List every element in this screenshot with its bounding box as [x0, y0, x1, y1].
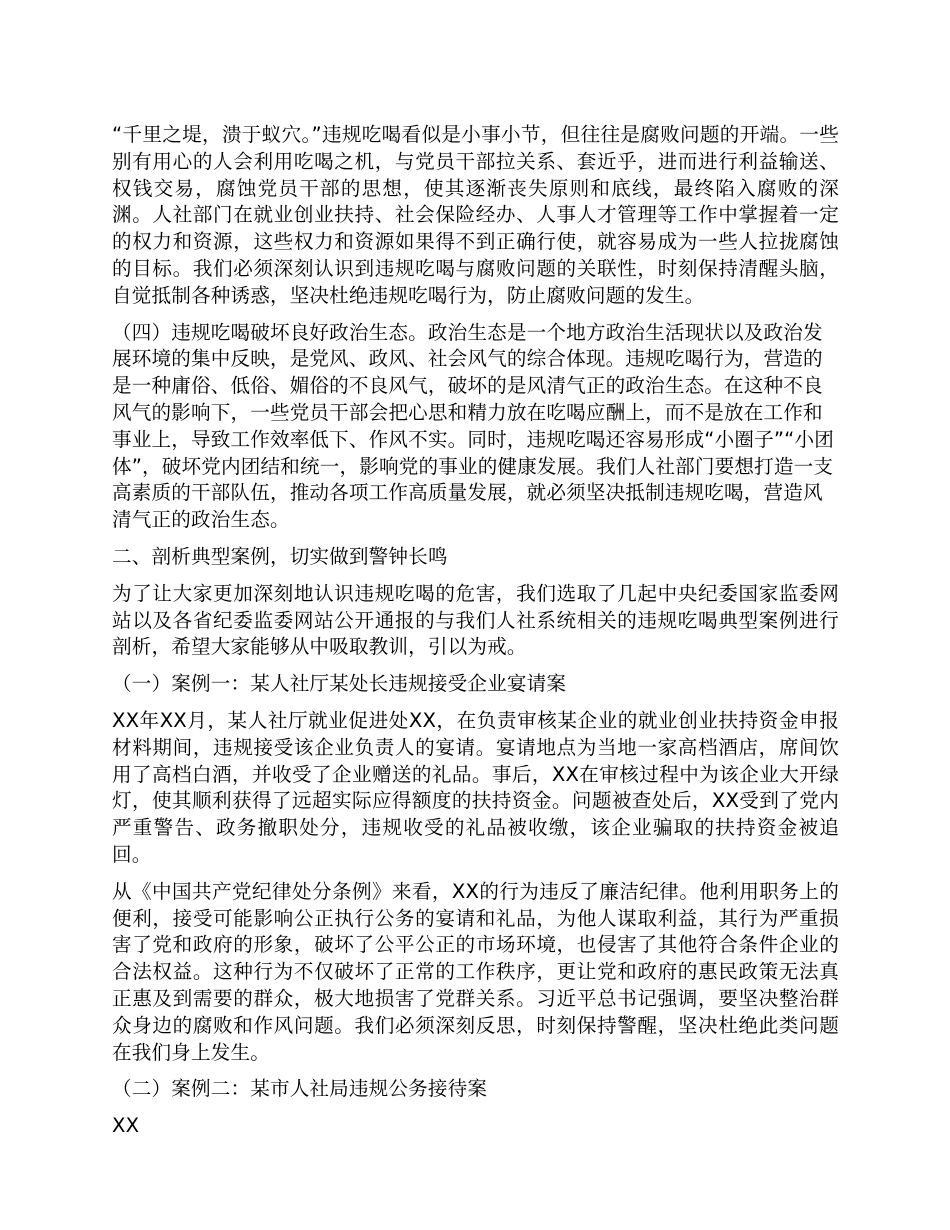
paragraph-case-one-analysis: 从《中国共产党纪律处分条例》来看，XX的行为违反了廉洁纪律。他利用职务上的便利，接受可能影响公正执行公务的宴请和礼品，为他人谋取利益，其行为严重损害了党和政府的形象，破坏了公平公正的市场环境，也侵害了其他符合条件企业的合法权益。这种行为不仅破坏了正常的工作秩序，更让党和政府的惠民政策无法真正惠及到需要的群众，极大地损害了党群关系。习近平总书记强调，要坚决整治群众身边的腐败和作风问题。我们必须深刻反思，时刻保持警醒，坚决杜绝此类问题在我们身上发生。	[112, 879, 839, 1064]
paragraph-case-two-start: XX	[112, 1114, 140, 1138]
paragraph-si-zhengzhi-shengtai: （四）违规吃喝破坏良好政治生态。政治生态是一个地方政治生活现状以及政治发展环境的集中反映，是党风、政风、社会风气的综合体现。违规吃喝行为，营造的是一种庸俗、低俗、媚俗的不良风气，破坏的是风清气正的政治生态。在这种不良风气的影响下，一些党员干部会把心思和精力放在吃喝应酬上，而不是放在工作和事业上，导致工作效率低下、作风不实。同时，违规吃喝还容易形成“小圈子”“小团体”，破坏党内团结和统一，影响党的事业的健康发展。我们人社部门要想打造一支高素质的干部队伍，推动各项工作高质量发展，就必须坚决抵制违规吃喝，营造风清气正的政治生态。	[112, 320, 834, 532]
paragraph-case-one-facts: XX年XX月，某人社厅就业促进处XX，在负责审核某企业的就业创业扶持资金申报材料期间，违规接受该企业负责人的宴请。宴请地点为当地一家高档酒店，席间饮用了高档白酒，并收受了企业赠送的礼品。事后，XX在审核过程中为该企业大开绿灯，使其顺利获得了远超实际应得额度的扶持资金。问题被查处后，XX受到了党内严重警告、政务撤职处分，违规收受的礼品被收缴，该企业骗取的扶持资金被追回。	[112, 708, 839, 866]
paragraph-case-intro: 为了让大家更加深刻地认识违规吃喝的危害，我们选取了几起中央纪委国家监委网站以及各省纪委监委网站公开通报的与我们人社系统相关的违规吃喝典型案例进行剖析，希望大家能够从中吸取教训，引以为戒。	[112, 581, 839, 659]
heading-case-two: （二）案例二：某市人社局违规公务接待案	[112, 1077, 488, 1101]
heading-case-one: （一）案例一：某人社厅某处长违规接受企业宴请案	[112, 672, 567, 696]
document-text-body	[112, 122, 839, 1140]
heading-section-two: 二、剖析典型案例，切实做到警钟长鸣	[112, 544, 448, 568]
paragraph-qianli-zhidi: “千里之堤，溃于蚁穴。”违规吃喝看似是小事小节，但往往是腐败问题的开端。一些别有用心的人会利用吃喝之机，与党员干部拉关系、套近乎，进而进行利益输送、权钱交易，腐蚀党员干部的思想，使其逐渐丧失原则和底线，最终陷入腐败的深渊。人社部门在就业创业扶持、社会保险经办、人事人才管理等工作中掌握着一定的权力和资源，这些权力和资源如果得不到正确行使，就容易成为一些人拉拢腐蚀的目标。我们必须深刻认识到违规吃喝与腐败问题的关联性，时刻保持清醒头脑，自觉抵制各种诱惑，坚决杜绝违规吃喝行为，防止腐败问题的发生。	[112, 123, 839, 307]
